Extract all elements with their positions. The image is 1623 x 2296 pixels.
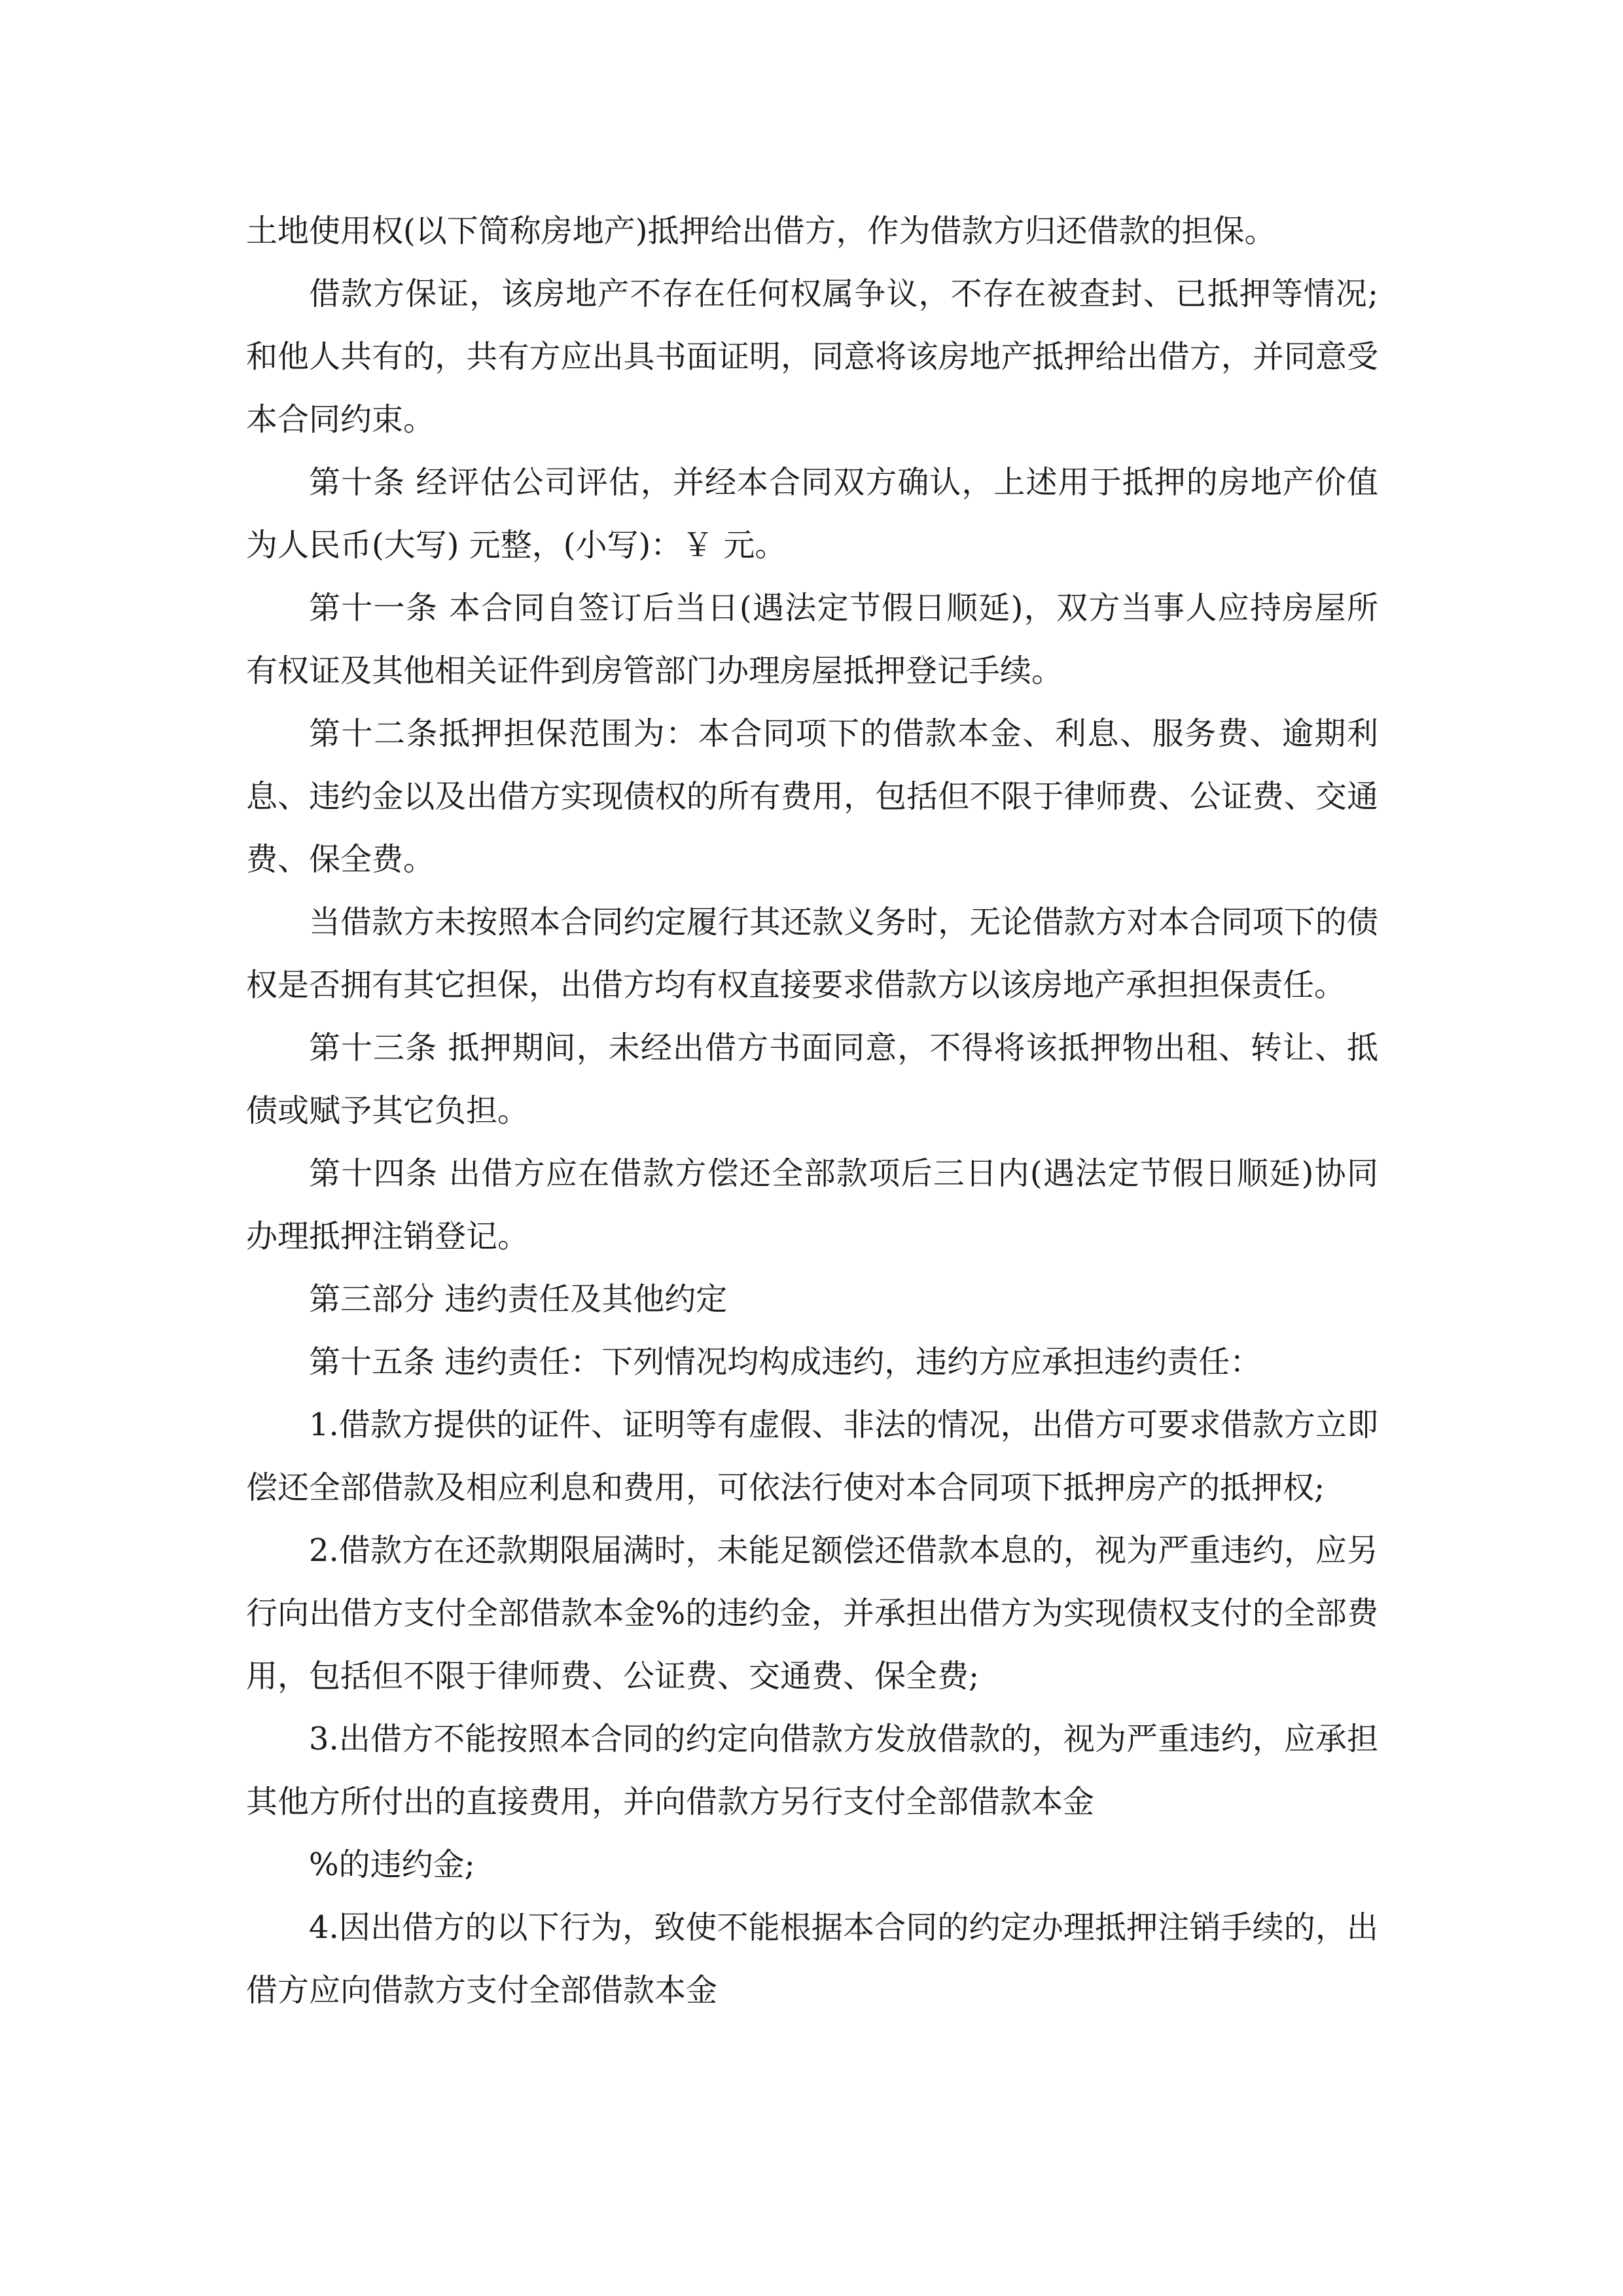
list-item-1: 1.借款方提供的证件、证明等有虚假、非法的情况，出借方可要求借款方立即偿还全部借款及相应利息和费用，可依法行使对本合同项下抵押房产的抵押权; <box>246 1407 1378 1506</box>
list-item-3-continuation: %的违约金; <box>309 1846 475 1883</box>
document-body <box>246 200 1378 2022</box>
list-item-3: 3.出借方不能按照本合同的约定向借款方发放借款的，视为严重违约，应承担其他方所付出的直接费用，并向借款方另行支付全部借款本金 <box>246 1721 1378 1820</box>
paragraph-article-12: 第十二条抵押担保范围为：本合同项下的借款本金、利息、服务费、逾期利息、违约金以及出借方实现债权的所有费用，包括但不限于律师费、公证费、交通费、保全费。 <box>246 715 1378 878</box>
paragraph-article-13: 第十三条 抵押期间，未经出借方书面同意，不得将该抵押物出租、转让、抵债或赋予其它负担。 <box>246 1030 1378 1129</box>
paragraph-article-10: 第十条 经评估公司评估，并经本合同双方确认，上述用于抵押的房地产价值为人民币(大写) 元整，(小写)：￥ 元。 <box>246 464 1378 564</box>
paragraph-article-14: 第十四条 出借方应在借款方偿还全部款项后三日内(遇法定节假日顺延)协同办理抵押注销登记。 <box>246 1155 1378 1255</box>
paragraph-article-11: 第十一条 本合同自签订后当日(遇法定节假日顺延)，双方当事人应持房屋所有权证及其他相关证件到房管部门办理房屋抵押登记手续。 <box>246 590 1378 689</box>
paragraph-borrower-warranty: 借款方保证，该房地产不存在任何权属争议，不存在被查封、已抵押等情况;和他人共有的，共有方应出具书面证明，同意将该房地产抵押给出借方，并同意受本合同约束。 <box>246 276 1378 438</box>
list-item-2: 2.借款方在还款期限届满时，未能足额偿还借款本息的，视为严重违约，应另行向出借方支付全部借款本金%的违约金，并承担出借方为实现债权支付的全部费用，包括但不限于律师费、公证费、交通费、保全费; <box>246 1532 1378 1695</box>
list-item-4: 4.因出借方的以下行为，致使不能根据本合同的约定办理抵押注销手续的，出借方应向借款方支付全部借款本金 <box>246 1909 1378 2009</box>
paragraph-mortgage-guarantee: 土地使用权(以下简称房地产)抵押给出借方，作为借款方归还借款的担保。 <box>246 213 1276 249</box>
section-heading-part-3: 第三部分 违约责任及其他约定 <box>309 1281 728 1318</box>
paragraph-article-15: 第十五条 违约责任：下列情况均构成违约，违约方应承担违约责任： <box>309 1344 1262 1380</box>
paragraph-default-guarantee: 当借款方未按照本合同约定履行其还款义务时，无论借款方对本合同项下的债权是否拥有其它担保，出借方均有权直接要求借款方以该房地产承担担保责任。 <box>246 904 1378 1003</box>
